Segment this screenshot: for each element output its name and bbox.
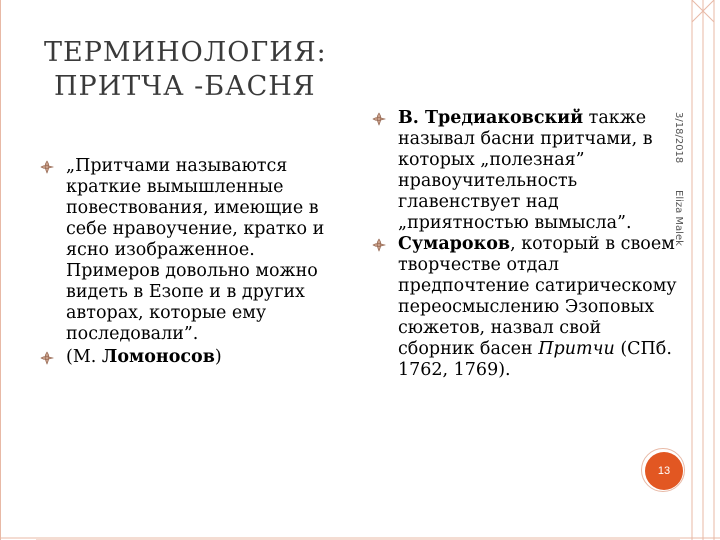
book-publication: (СПб. 1762, 1769).	[398, 339, 672, 380]
list-item	[40, 156, 340, 345]
right-column	[372, 108, 677, 383]
page-number: 13	[645, 452, 683, 490]
lomonosov-quote: „Притчами называются краткие вымышленные повествования, имеющие в себе нравоучение, кратко и ясно изображенное. Примеров довольно можно видеть в Езопе и в других авторах, которые ему последовали”.	[66, 156, 325, 344]
list-item	[40, 347, 340, 368]
trediakovsky-name: В. Тредиаковский	[398, 108, 584, 128]
trediakovsky-text: также называл басни притчами, в которых „полезная” нравоучительность главенствует над „приятностью вымысла”.	[398, 108, 653, 233]
quote-attribution-author: Ломоносов	[101, 347, 215, 367]
fleuron-bullet-icon	[372, 238, 386, 252]
left-column	[40, 156, 340, 370]
quote-attribution-suffix: )	[214, 347, 222, 367]
fleuron-bullet-icon	[40, 351, 54, 365]
fleuron-bullet-icon	[40, 160, 54, 174]
sumarokov-text: , который в своем творчестве отдал предпочтение сатирическому переосмыслению Эзоповых сюжетов, назвал свой сборник басен	[398, 234, 677, 359]
slide-date: 3/18/2018	[673, 112, 684, 164]
fleuron-bullet-icon	[372, 112, 386, 126]
quote-attribution-prefix: (М.	[66, 347, 102, 367]
slide-title	[44, 36, 374, 104]
slide-author: Eliza Malek	[673, 190, 684, 246]
book-title: Притчи	[538, 339, 615, 359]
list-item	[372, 108, 677, 234]
list-item	[372, 234, 677, 381]
title-line-1: ТЕРМИНОЛОГИЯ:	[44, 37, 327, 68]
side-footer	[670, 112, 686, 272]
sumarokov-name: Сумароков	[398, 234, 511, 254]
title-line-2: ПРИТЧА -БАСНЯ	[54, 71, 316, 102]
